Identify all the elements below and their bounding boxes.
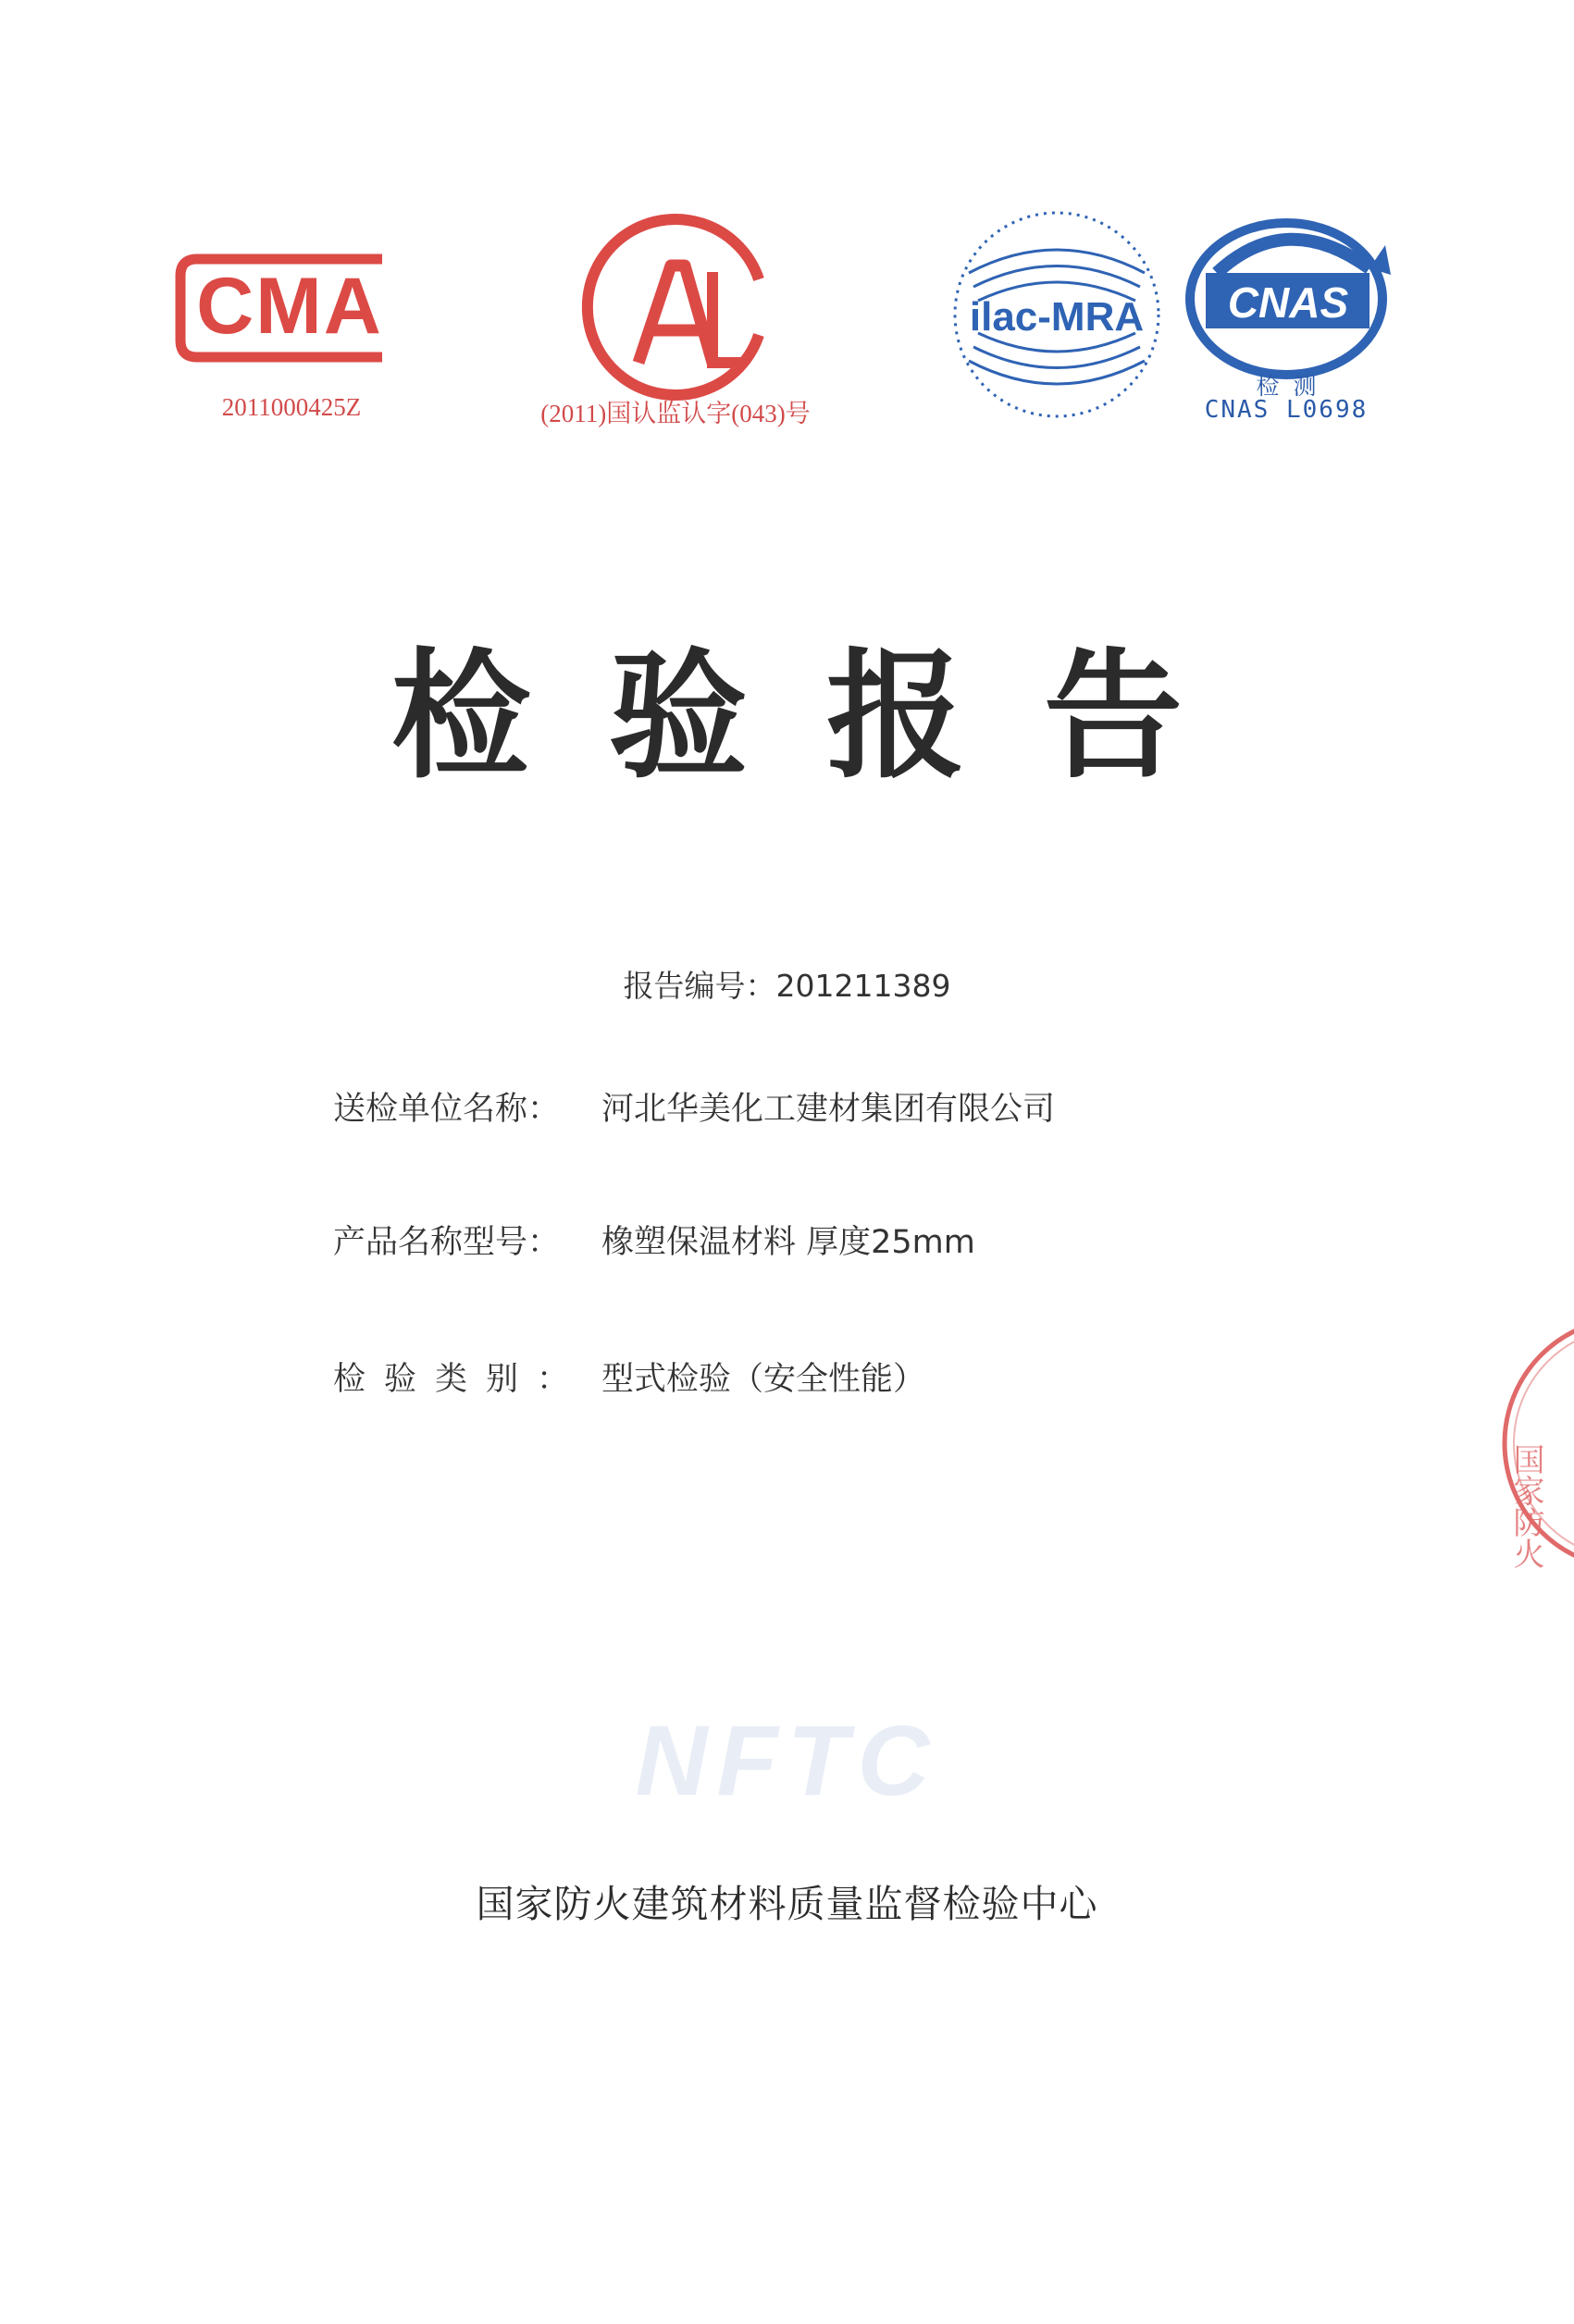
field-inspection-type <box>333 1361 926 1398</box>
cnas-caption-line2: CNAS L0698 <box>1204 396 1369 424</box>
ilac-mark: ilac-MRA <box>969 294 1145 340</box>
field-submitting-unit <box>333 1091 1056 1128</box>
nftc-watermark: NFTC <box>635 1704 939 1816</box>
cma-caption: 2011000425Z <box>221 393 362 421</box>
cma-mark: CMA <box>196 262 383 351</box>
cal-logo <box>574 215 777 400</box>
official-seal <box>1491 1304 1574 1582</box>
cnas-mark: CNAS <box>1227 278 1349 327</box>
seal-text: 国家防火 <box>1507 1443 1544 1569</box>
field-label: 送检单位名称： <box>333 1091 561 1128</box>
cma-logo <box>171 248 412 368</box>
cnas-logo <box>1180 217 1411 384</box>
report-title: 检验报告 <box>390 637 1261 797</box>
cnas-caption-line1: 检 测 <box>1256 373 1317 400</box>
cal-caption: (2011)国认监认字(043)号 <box>540 400 811 427</box>
report-number-value: 201211389 <box>775 968 951 1004</box>
field-value: 橡塑保温材料 厚度25mm <box>601 1224 975 1261</box>
field-value: 河北华美化工建材集团有限公司 <box>601 1091 1056 1128</box>
field-label: 产品名称型号： <box>333 1224 561 1261</box>
field-product-model <box>333 1224 975 1261</box>
field-label: 检验类别： <box>333 1361 589 1398</box>
field-value: 型式检验（安全性能） <box>601 1361 926 1398</box>
ilac-mra-logo <box>946 208 1168 421</box>
report-number-label: 报告编号： <box>623 968 776 1004</box>
report-number <box>0 962 1574 1006</box>
organization-name: 国家防火建筑材料质量监督检验中心 <box>476 1882 1098 1926</box>
